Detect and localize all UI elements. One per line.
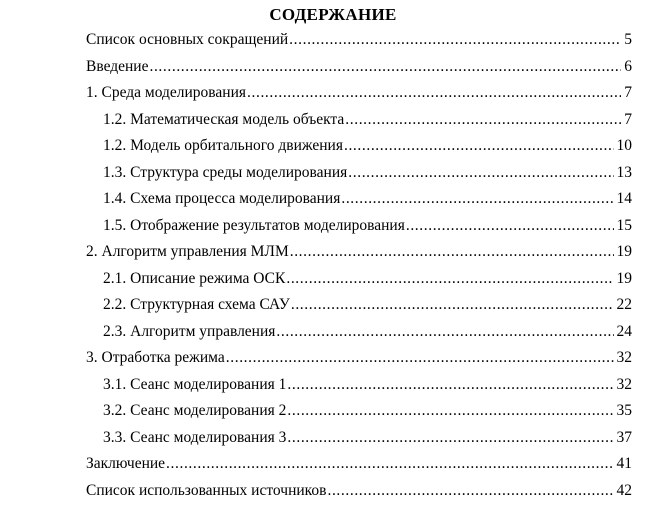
toc-entry-label: 1.2. Математическая модель объекта xyxy=(103,110,345,128)
toc-entry-label: 2.2. Структурная схема САУ xyxy=(103,296,290,313)
toc-dot-leader xyxy=(166,451,613,478)
toc-entry-page-number: 6 xyxy=(624,57,632,75)
toc-entry-page-number: 19 xyxy=(616,243,632,260)
toc-entry-page-number: 5 xyxy=(624,31,632,48)
toc-entry xyxy=(86,160,632,187)
toc-entry-page-number: 19 xyxy=(616,269,632,287)
toc-dot-leader xyxy=(149,54,621,81)
toc-dot-leader xyxy=(344,133,614,160)
toc-entry-page-number: 37 xyxy=(616,428,632,446)
toc-entry xyxy=(86,372,632,399)
toc-dot-leader xyxy=(327,478,613,505)
toc-entry xyxy=(86,266,632,293)
toc-entry xyxy=(86,478,632,505)
toc-entry-label: 1. Среда моделирования xyxy=(86,84,247,101)
table-of-contents xyxy=(86,27,632,504)
toc-entry-page-number: 10 xyxy=(616,137,632,154)
toc-entry-page-number: 7 xyxy=(624,84,632,101)
toc-dot-leader xyxy=(289,27,621,54)
toc-entry xyxy=(86,107,632,134)
toc-dot-leader xyxy=(287,372,613,399)
toc-entry xyxy=(86,292,632,319)
toc-dot-leader xyxy=(226,345,614,372)
toc-entry-label: 2.1. Описание режима ОСК xyxy=(103,269,286,287)
toc-entry-label: Заключение xyxy=(86,455,166,472)
toc-entry-page-number: 7 xyxy=(624,110,632,128)
toc-entry xyxy=(86,239,632,266)
toc-dot-leader xyxy=(348,160,613,187)
toc-entry-label: 1.4. Схема процесса моделирования xyxy=(103,190,341,207)
toc-entry-page-number: 35 xyxy=(616,402,632,419)
toc-entry-label: Введение xyxy=(86,57,149,75)
toc-entry xyxy=(86,186,632,213)
toc-entry-label: 3.1. Сеанс моделирования 1 xyxy=(103,375,287,393)
toc-entry-page-number: 15 xyxy=(616,216,632,234)
toc-entry xyxy=(86,319,632,346)
toc-entry xyxy=(86,398,632,425)
toc-dot-leader xyxy=(406,213,614,240)
toc-entry-label: 3.2. Сеанс моделирования 2 xyxy=(103,402,287,419)
toc-entry xyxy=(86,80,632,107)
toc-dot-leader xyxy=(287,398,613,425)
toc-entry xyxy=(86,133,632,160)
toc-dot-leader xyxy=(287,425,613,452)
toc-entry xyxy=(86,27,632,54)
toc-dot-leader xyxy=(341,186,613,213)
toc-entry-page-number: 14 xyxy=(616,190,632,207)
toc-dot-leader xyxy=(247,80,621,107)
toc-entry-label: 1.2. Модель орбитального движения xyxy=(103,137,343,154)
toc-entry-page-number: 24 xyxy=(616,322,632,340)
toc-title: СОДЕРЖАНИЕ xyxy=(269,5,397,24)
toc-entry xyxy=(86,451,632,478)
toc-entry-page-number: 32 xyxy=(616,349,632,366)
toc-entry xyxy=(86,54,632,81)
toc-dot-leader xyxy=(345,107,621,134)
toc-entry-label: 3.3. Сеанс моделирования 3 xyxy=(103,428,287,446)
toc-dot-leader xyxy=(290,239,614,266)
toc-entry-page-number: 13 xyxy=(616,163,632,181)
toc-dot-leader xyxy=(291,292,614,319)
toc-entry xyxy=(86,425,632,452)
toc-entry-label: Список основных сокращений xyxy=(86,31,289,48)
toc-entry-label: 2.3. Алгоритм управления xyxy=(103,322,276,340)
toc-entry-label: 1.3. Структура среды моделирования xyxy=(103,163,348,181)
toc-entry-page-number: 22 xyxy=(616,296,632,313)
toc-entry-label: 2. Алгоритм управления МЛМ xyxy=(86,243,289,260)
toc-entry-page-number: 41 xyxy=(616,455,632,472)
toc-entry-label: 1.5. Отображение результатов моделирования xyxy=(103,216,405,234)
toc-entry xyxy=(86,345,632,372)
toc-entry xyxy=(86,213,632,240)
toc-entry-label: Список использованных источников xyxy=(86,481,327,499)
toc-dot-leader xyxy=(276,319,613,346)
toc-entry-label: 3. Отработка режима xyxy=(86,349,225,366)
toc-dot-leader xyxy=(286,266,613,293)
toc-entry-page-number: 42 xyxy=(616,481,632,499)
toc-entry-page-number: 32 xyxy=(616,375,632,393)
